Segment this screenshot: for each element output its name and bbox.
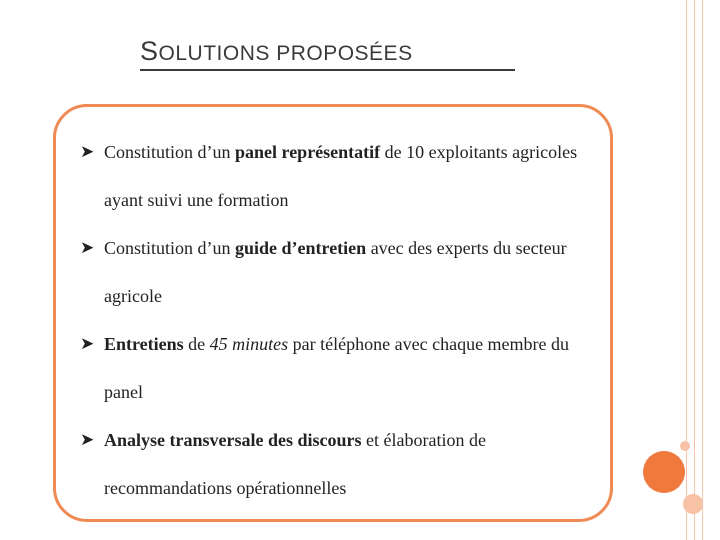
title-underline bbox=[140, 69, 515, 71]
bullet-text: et élaboration de recommandations opérationnelles bbox=[104, 430, 486, 498]
decorative-circle-small bbox=[680, 441, 690, 451]
decorative-vertical-line bbox=[686, 0, 687, 540]
decorative-vertical-line bbox=[694, 0, 695, 540]
bullet-text-bold: panel représentatif bbox=[235, 142, 381, 162]
bullet-item bbox=[80, 320, 600, 416]
slide-title-initial: S bbox=[140, 36, 159, 66]
arrowhead-right-icon: ➤ bbox=[80, 238, 95, 257]
bullet-text-bold: guide d’entretien bbox=[235, 238, 367, 258]
bullet-text-bold: Analyse transversale des discours bbox=[104, 430, 362, 450]
bullet-text: Constitution d’un bbox=[104, 238, 236, 258]
bullet-text-italic: 45 minutes bbox=[209, 334, 289, 354]
bullet-item bbox=[80, 416, 600, 512]
bullet-text-bold: Entretiens bbox=[104, 334, 184, 354]
bullet-text: avec des experts du secteur agricole bbox=[104, 238, 567, 306]
arrowhead-right-icon: ➤ bbox=[80, 142, 95, 161]
bullet-item bbox=[80, 128, 600, 224]
bullet-text: par téléphone avec chaque membre du panel bbox=[104, 334, 570, 402]
arrowhead-right-icon: ➤ bbox=[80, 430, 95, 449]
bullet-text: de bbox=[183, 334, 210, 354]
slide-title-rest: OLUTIONS PROPOSÉES bbox=[158, 42, 413, 65]
bullet-list bbox=[80, 128, 600, 512]
bullet-item bbox=[80, 224, 600, 320]
decorative-circle-large bbox=[643, 451, 685, 493]
slide-title bbox=[140, 36, 413, 67]
bullet-text: Constitution d’un bbox=[104, 142, 236, 162]
decorative-vertical-line bbox=[702, 0, 703, 540]
decorative-circle-medium bbox=[683, 494, 703, 514]
arrowhead-right-icon: ➤ bbox=[80, 334, 95, 353]
bullet-text: de 10 exploitants agricoles ayant suivi une formation bbox=[104, 142, 578, 210]
